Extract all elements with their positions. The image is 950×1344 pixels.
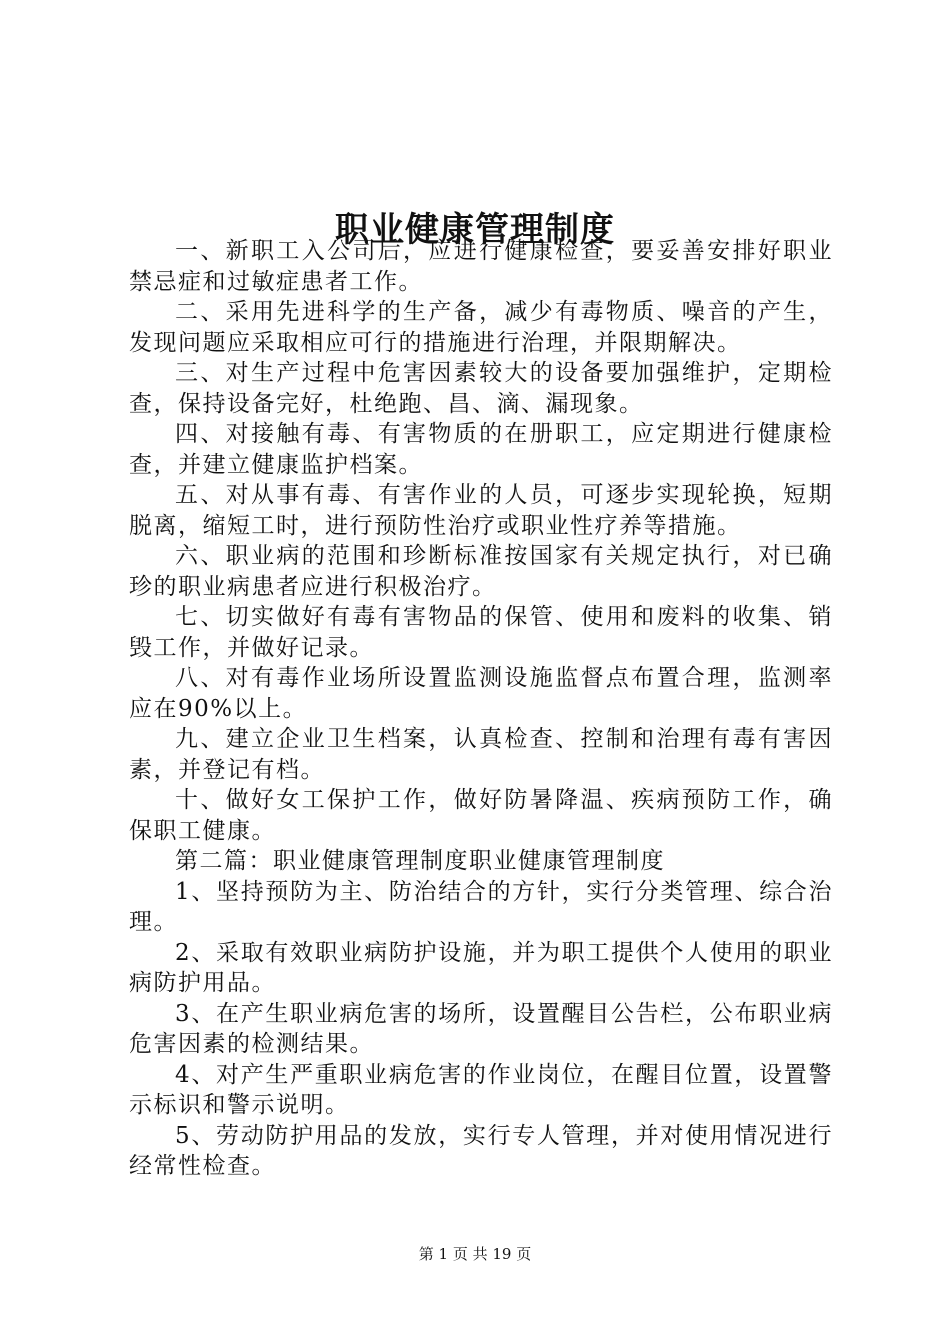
paragraph: 七、切实做好有毒有害物品的保管、使用和废料的收集、销毁工作，并做好记录。 [129,604,833,661]
paragraph: 四、对接触有毒、有害物质的在册职工，应定期进行健康检查，并建立健康监护档案。 [129,421,833,478]
paragraph: 八、对有毒作业场所设置监测设施监督点布置合理，监测率应在90%以上。 [129,665,833,722]
paragraph: 九、建立企业卫生档案，认真检查、控制和治理有毒有害因素，并登记有档。 [129,726,833,783]
section-heading: 第二篇：职业健康管理制度职业健康管理制度 [175,848,665,874]
paragraph: 4、对产生严重职业病危害的作业岗位，在醒目位置，设置警示标识和警示说明。 [129,1061,833,1118]
paragraph: 5、劳动防护用品的发放，实行专人管理，并对使用情况进行经常性检查。 [129,1122,833,1179]
paragraph: 一、新职工入公司后，应进行健康检查，要妥善安排好职业禁忌症和过敏症患者工作。 [129,238,833,295]
paragraph: 六、职业病的范围和珍断标准按国家有关规定执行，对已确珍的职业病患者应进行积极治疗。 [129,543,833,600]
document-title: 职业健康管理制度 [335,209,615,250]
paragraph: 1、坚持预防为主、防治结合的方针，实行分类管理、综合治理。 [129,878,833,935]
document-body [129,236,833,1182]
paragraph: 三、对生产过程中危害因素较大的设备要加强维护，定期检查，保持设备完好，杜绝跑、昌、滴、漏现象。 [129,360,833,417]
paragraph: 五、对从事有毒、有害作业的人员，可逐步实现轮换，短期脱离，缩短工时，进行预防性治疗或职业性疗养等措施。 [129,482,833,539]
paragraph: 3、在产生职业病危害的场所，设置醒目公告栏，公布职业病危害因素的检测结果。 [129,1000,833,1057]
paragraph: 十、做好女工保护工作，做好防暑降温、疾病预防工作，确保职工健康。 [129,787,833,844]
paragraph: 2、采取有效职业病防护设施，并为职工提供个人使用的职业病防护用品。 [129,939,833,996]
paragraph: 二、采用先进科学的生产备，减少有毒物质、噪音的产生，发现问题应采取相应可行的措施进行治理，并限期解决。 [129,299,833,356]
page-number-footer: 第 1 页 共 19 页 [418,1245,532,1263]
